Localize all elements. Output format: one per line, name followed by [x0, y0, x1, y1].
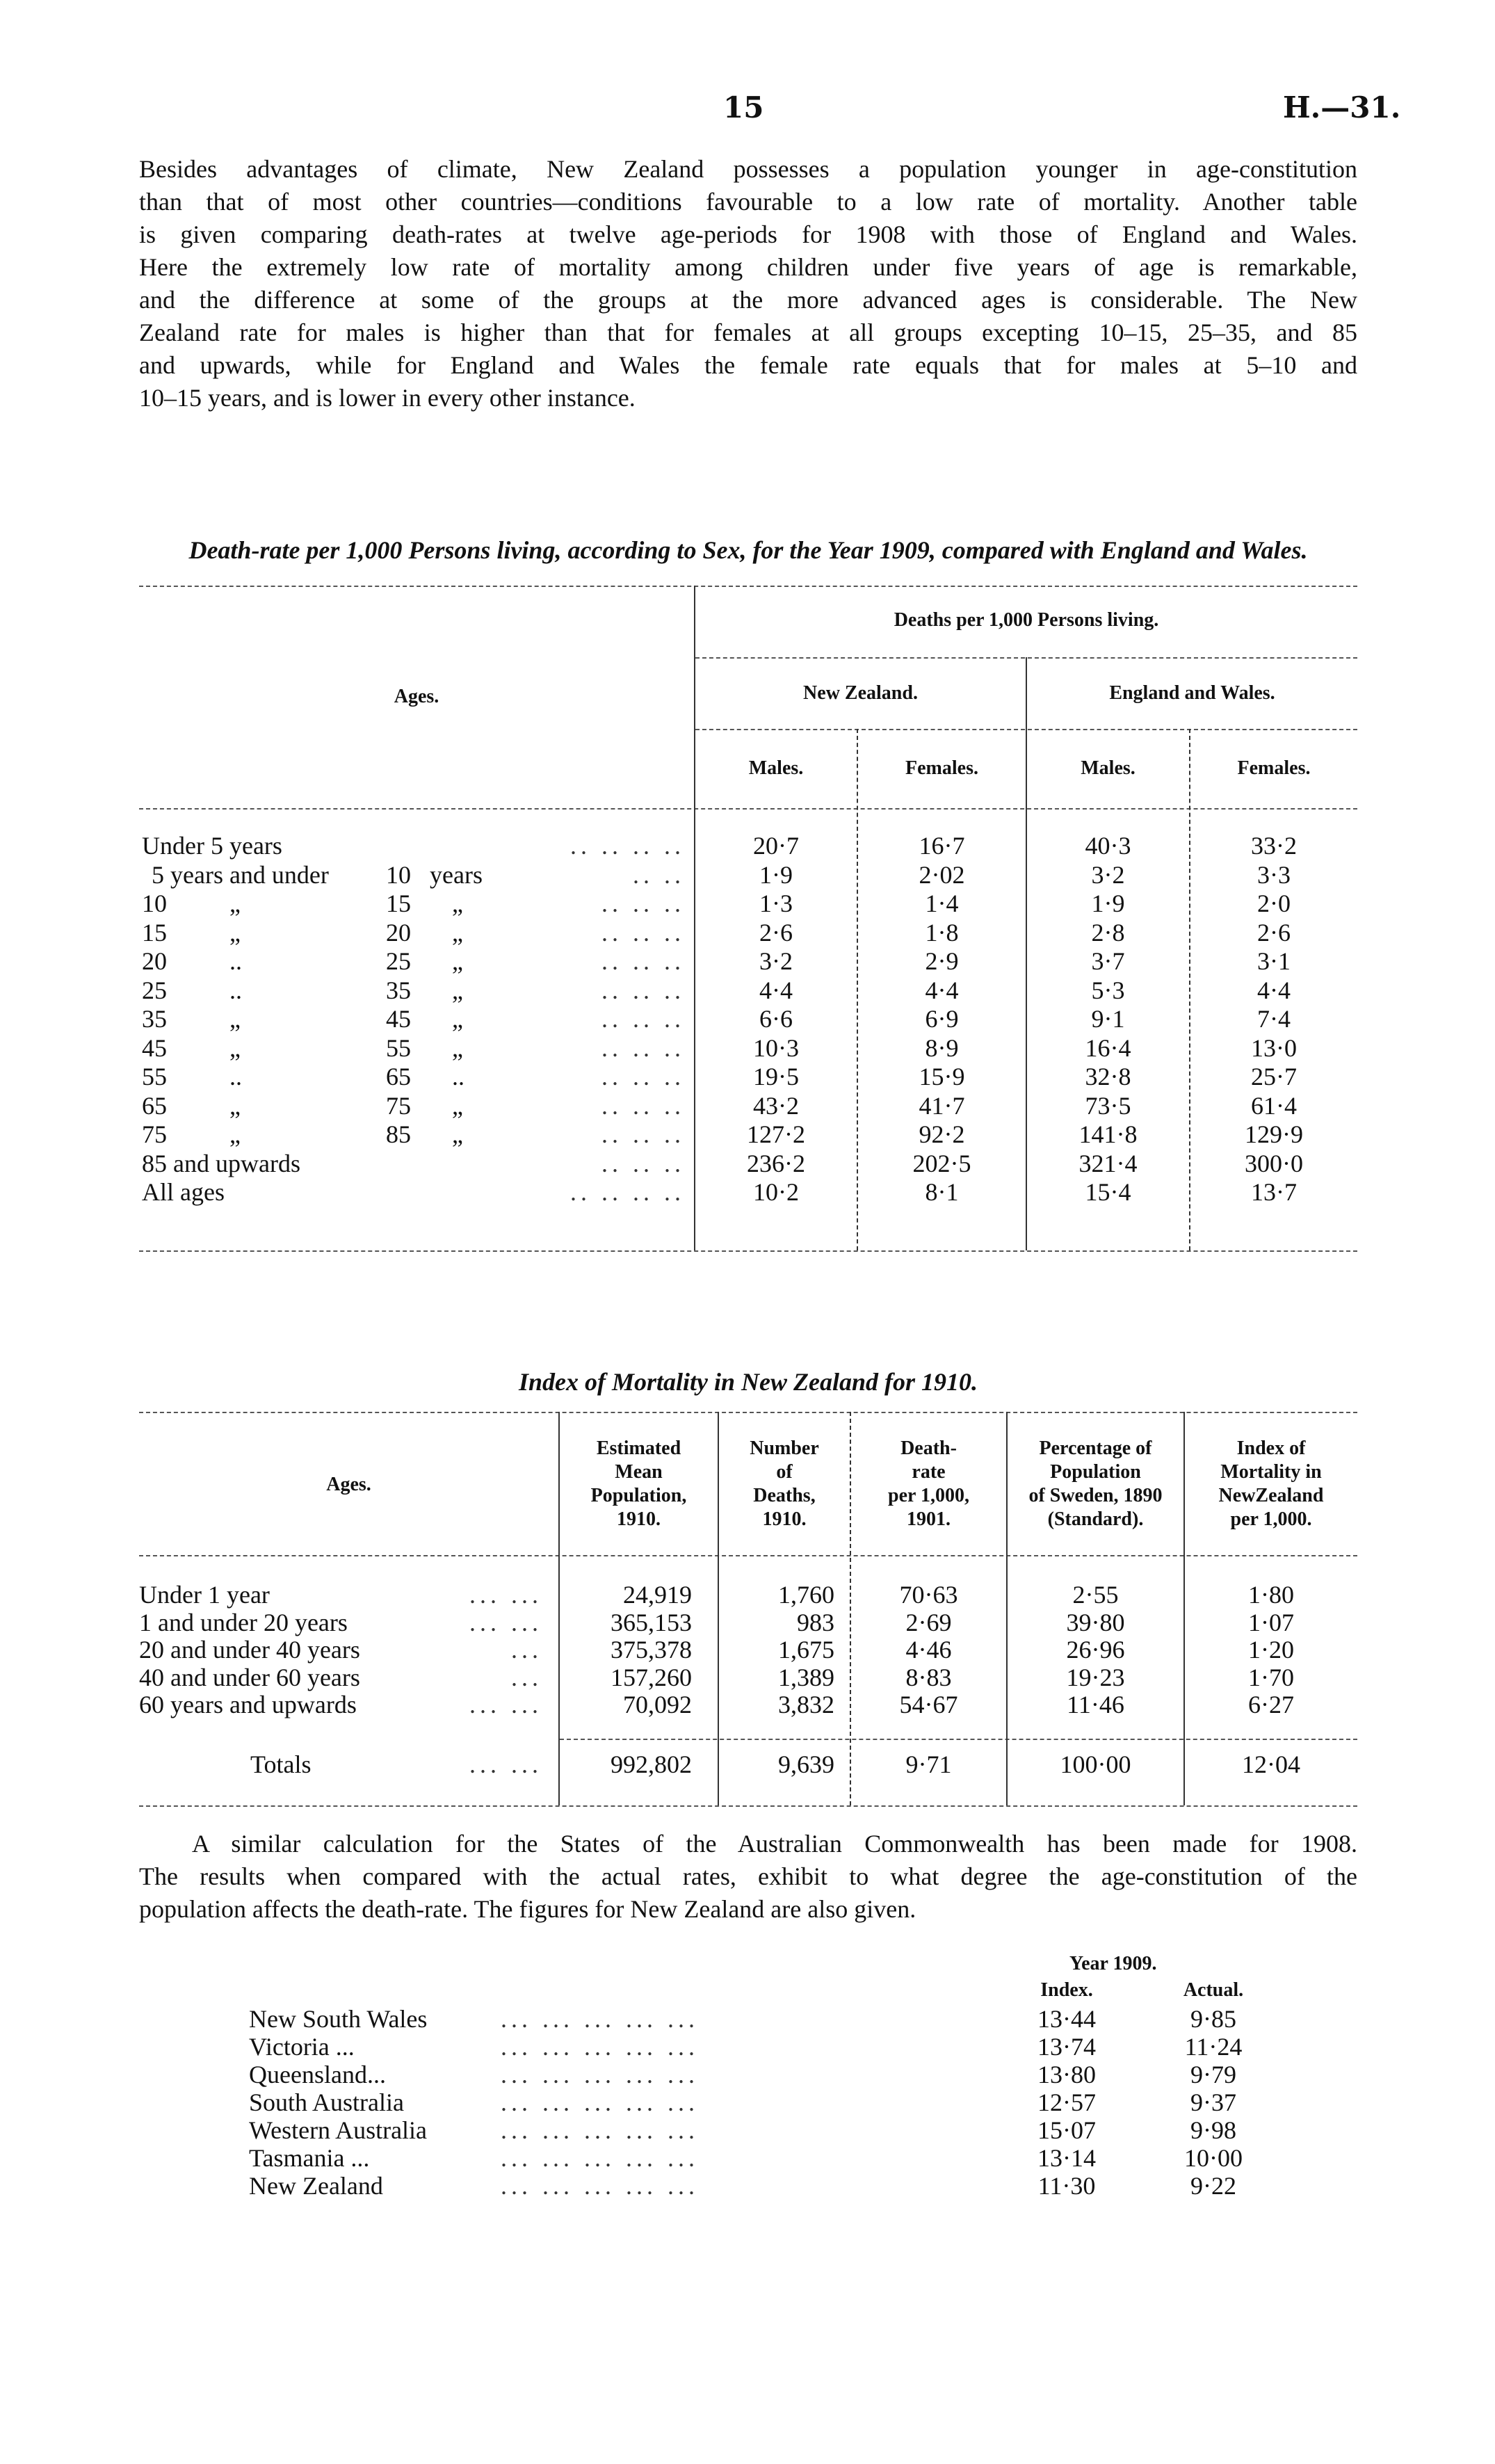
table-cell-value: 8·83 [905, 1664, 952, 1691]
table-cell-value: 40·3 [1085, 832, 1131, 860]
closing-line: population affects the death-rate. The figures for New Zealand are also given. [139, 1895, 916, 1923]
table2-header-line: 1901. [907, 1508, 951, 1530]
state-name: Tasmania ... [249, 2144, 370, 2172]
table-cell-value: 2·0 [1257, 889, 1291, 917]
table-row [0, 1690, 1495, 1718]
leader-dots: ... ... ... ... ... [501, 2144, 699, 2172]
leader-dots: ... ... ... ... ... [501, 2116, 699, 2144]
table-cell-value: 300·0 [1245, 1150, 1303, 1177]
state-name: South Australia [249, 2088, 404, 2116]
table-row [0, 831, 1495, 860]
table-cell-value: 4·4 [759, 976, 793, 1004]
table-row [0, 947, 1495, 975]
table-cell-value: 13·0 [1251, 1034, 1297, 1062]
age-to: 75 [386, 1092, 411, 1120]
leader-dots: ... [511, 1664, 542, 1691]
age-label: Under 1 year [139, 1581, 270, 1609]
table-cell-value: 9,639 [778, 1750, 834, 1778]
table-cell-value: 4·46 [905, 1636, 952, 1664]
leader-dots: .. .. [633, 861, 685, 889]
table-cell-value: 25·7 [1251, 1063, 1297, 1090]
table-cell-value: 54·67 [899, 1691, 958, 1718]
table-cell-value: 41·7 [919, 1092, 965, 1120]
age-to: 35 [386, 976, 411, 1004]
table-cell-value: 3·3 [1257, 861, 1291, 889]
table-cell-value: 2·55 [1072, 1581, 1119, 1609]
age-ditto: „ [229, 1092, 241, 1120]
table2-totals-rule [560, 1739, 1357, 1740]
table-cell-value: 5·3 [1091, 976, 1125, 1004]
table-cell-value: 375,378 [611, 1636, 692, 1664]
table-row [0, 1580, 1495, 1609]
table-cell-value: 129·9 [1245, 1120, 1303, 1148]
age-ditto: „ [229, 1034, 241, 1062]
table-cell-value: 1·3 [759, 889, 793, 917]
table-cell-value: 157,260 [611, 1664, 692, 1691]
age-ditto: „ [229, 919, 241, 947]
table-cell-value: 1·8 [925, 919, 959, 947]
age-from: 20 [142, 947, 167, 975]
index-value: 13·14 [1037, 2144, 1096, 2172]
intro-line: Besides advantages of climate, New Zealand possesses a population younger in age-constitution [139, 155, 1357, 183]
table2-col-header [719, 1437, 850, 1531]
table-cell-value: 992,802 [611, 1750, 692, 1778]
table-cell-value: 9·71 [905, 1750, 952, 1778]
table-cell-value: 1·4 [925, 889, 959, 917]
index-value: 12·57 [1037, 2088, 1096, 2116]
table-row [0, 1004, 1495, 1033]
table-cell-value: 983 [797, 1609, 834, 1636]
table-cell-value: 3·1 [1257, 947, 1291, 975]
table1-caption: Death-rate per 1,000 Persons living, according to Sex, for the Year 1909, compared with England and Wales. [188, 536, 1308, 564]
table2-header-line: Estimated [596, 1438, 681, 1459]
intro-line: Here the extremely low rate of mortality among children under five years of age is remarkable, [139, 253, 1357, 281]
leader-dots: .. .. .. [601, 1120, 685, 1148]
table-row [0, 2032, 1495, 2061]
actual-value: 10·00 [1184, 2144, 1243, 2172]
intro-line: 10–15 years, and is lower in every other instance. [139, 384, 636, 412]
table3-index-header: Index. [1040, 1979, 1093, 2001]
table2-header-line: Deaths, [753, 1485, 816, 1506]
table2-header-line: Death- [900, 1438, 957, 1459]
table-cell-value: 127·2 [747, 1120, 805, 1148]
table-cell-value: 24,919 [623, 1581, 692, 1609]
leader-dots: .. .. .. [601, 919, 685, 947]
leader-dots: ... ... ... ... ... [501, 2061, 699, 2088]
leader-dots: ... ... [469, 1609, 542, 1636]
age-ditto: „ [452, 947, 463, 975]
table-cell-value: 1·70 [1248, 1664, 1294, 1691]
closing-line: The results when compared with the actual rates, exhibit to what degree the age-constitution of the [139, 1862, 1357, 1890]
leader-dots: ... ... [469, 1581, 542, 1609]
table2-header-line: Mortality in [1220, 1461, 1322, 1483]
intro-line: and the difference at some of the groups at the more advanced ages is considerable. The New [139, 286, 1357, 314]
table-cell-value: 1,389 [778, 1664, 834, 1691]
table1-super-header: Deaths per 1,000 Persons living. [894, 609, 1159, 631]
table-cell-value: 3·2 [759, 947, 793, 975]
table-row [0, 1120, 1495, 1148]
table-cell-value: 8·1 [925, 1178, 959, 1206]
table-row [0, 2004, 1495, 2033]
age-from: 65 [142, 1092, 167, 1120]
table-cell-value: 2·9 [925, 947, 959, 975]
leader-dots: ... ... ... ... ... [501, 2005, 699, 2033]
age-from: 35 [142, 1005, 167, 1033]
intro-line: and upwards, while for England and Wales the female rate equals that for males at 5–10 and [139, 351, 1357, 379]
index-value: 13·44 [1037, 2005, 1096, 2033]
index-value: 15·07 [1037, 2116, 1096, 2144]
table-cell-value: 92·2 [919, 1120, 965, 1148]
age-to: 20 [386, 919, 411, 947]
leader-dots: .. .. .. [601, 976, 685, 1004]
intro-line: Zealand rate for males is higher than that for females at all groups excepting 10–15, 25–35, and 85 [139, 319, 1357, 346]
leader-dots: ... ... [469, 1691, 542, 1718]
age-to: 45 [386, 1005, 411, 1033]
leader-dots: .. .. .. [601, 1092, 685, 1120]
table-cell-value: 3·2 [1091, 861, 1125, 889]
table1-nz-header: New Zealand. [803, 682, 918, 704]
actual-value: 9·22 [1190, 2172, 1236, 2200]
table-cell-value: 10·3 [753, 1034, 799, 1062]
age-ditto: „ [229, 1120, 241, 1148]
leader-dots: .. .. .. [601, 947, 685, 975]
table-cell-value: 26·96 [1066, 1636, 1125, 1664]
age-unit: years [430, 861, 483, 889]
table-cell-value: 7·4 [1257, 1005, 1291, 1033]
leader-dots: ... [511, 1636, 542, 1664]
table2-header-line: Ages. [326, 1474, 371, 1495]
leader-dots: ... ... ... ... ... [501, 2088, 699, 2116]
age-to: 15 [386, 889, 411, 917]
table2-header-line: (Standard). [1047, 1508, 1144, 1530]
table-row [0, 889, 1495, 917]
table-cell-value: 39·80 [1066, 1609, 1125, 1636]
table-cell-value: 1·9 [1091, 889, 1125, 917]
table-cell-value: 32·8 [1085, 1063, 1131, 1090]
table2-header-line: of Sweden, 1890 [1028, 1485, 1163, 1506]
table2-col-header [851, 1437, 1006, 1531]
table3-year-header: Year 1909. [1069, 1953, 1157, 1974]
table2-col-header [1185, 1437, 1357, 1531]
age-from: 75 [142, 1120, 167, 1148]
age-ditto: „ [229, 889, 241, 917]
table2-header-line: Index of [1236, 1438, 1306, 1459]
age-ditto: „ [452, 976, 463, 1004]
table-cell-value: 4·4 [925, 976, 959, 1004]
age-to: 55 [386, 1034, 411, 1062]
actual-value: 11·24 [1184, 2033, 1243, 2061]
table2-caption: Index of Mortality in New Zealand for 1910. [518, 1368, 978, 1396]
leader-dots: .. .. .. [601, 1034, 685, 1062]
closing-line: A similar calculation for the States of the Australian Commonwealth has been made for 1908. [192, 1830, 1357, 1858]
age-to: 65 [386, 1063, 411, 1090]
table-row [0, 2088, 1495, 2116]
table-cell-value: 70,092 [623, 1691, 692, 1718]
table-row [0, 2060, 1495, 2088]
table-cell-value: 2·6 [759, 919, 793, 947]
table-cell-value: 10·2 [753, 1178, 799, 1206]
leader-dots: .. .. .. .. [570, 832, 685, 860]
age-label: 60 years and upwards [139, 1691, 357, 1718]
age-label: 85 and upwards [142, 1150, 300, 1177]
table-cell-value: 1·07 [1248, 1609, 1294, 1636]
age-ditto: .. [452, 1063, 464, 1090]
table2-header-line: Percentage of [1039, 1438, 1152, 1459]
table-cell-value: 3·7 [1091, 947, 1125, 975]
table-row [0, 1091, 1495, 1120]
table2-col-header [139, 1473, 558, 1497]
age-ditto: „ [452, 1092, 463, 1120]
age-label: Under 5 years [142, 832, 282, 860]
table2-header-line: Population [1050, 1461, 1141, 1483]
intro-paragraph [139, 153, 1357, 414]
table-row [0, 2116, 1495, 2144]
table-cell-value: 8·9 [925, 1034, 959, 1062]
table-cell-value: 202·5 [912, 1150, 971, 1177]
leader-dots: .. .. .. [601, 1150, 685, 1177]
table-cell-value: 15·9 [919, 1063, 965, 1090]
table-cell-value: 100·00 [1060, 1750, 1131, 1778]
table2-header-line: per 1,000, [888, 1485, 969, 1506]
table-cell-value: 11·46 [1067, 1691, 1124, 1718]
table3-actual-header: Actual. [1183, 1979, 1244, 2001]
state-name: New South Wales [249, 2005, 428, 2033]
table-row [0, 860, 1495, 889]
table-cell-value: 1·80 [1248, 1581, 1294, 1609]
age-label: 40 and under 60 years [139, 1664, 360, 1691]
table-row [0, 1663, 1495, 1691]
table2-header-line: Population, [590, 1485, 687, 1506]
table2-top-rule [139, 1412, 1357, 1413]
table2-col-header [560, 1437, 718, 1531]
closing-paragraph [139, 1828, 1357, 1926]
table-cell-value: 3,832 [778, 1691, 834, 1718]
table-row [0, 976, 1495, 1004]
table1-col-header: Males. [748, 757, 804, 779]
table-cell-value: 15·4 [1085, 1178, 1131, 1206]
state-name: Queensland... [249, 2061, 386, 2088]
document-reference: H.—31. [1283, 90, 1401, 124]
age-ditto: .. [229, 947, 242, 975]
table1-col-header: Females. [1237, 757, 1311, 779]
age-ditto: „ [452, 1120, 463, 1148]
table-cell-value: 20·7 [753, 832, 799, 860]
age-ditto: „ [452, 1005, 463, 1033]
actual-value: 9·85 [1190, 2005, 1236, 2033]
table1-bottom-rule [139, 1250, 1357, 1252]
totals-row [0, 1750, 1495, 1778]
index-value: 13·74 [1037, 2033, 1096, 2061]
table-row [0, 1033, 1495, 1062]
table1-header-bottom-rule [139, 808, 1357, 810]
table-cell-value: 236·2 [747, 1150, 805, 1177]
table-cell-value: 2·8 [1091, 919, 1125, 947]
actual-value: 9·79 [1190, 2061, 1236, 2088]
table2-header-line: per 1,000. [1230, 1508, 1312, 1530]
table-row [0, 1177, 1495, 1206]
leader-dots: .. .. .. [601, 1005, 685, 1033]
table-cell-value: 141·8 [1078, 1120, 1138, 1148]
age-label: 20 and under 40 years [139, 1636, 360, 1664]
age-ditto: „ [452, 919, 463, 947]
intro-line: than that of most other countries—conditions favourable to a low rate of mortality. Another table [139, 188, 1357, 216]
table-cell-value: 19·23 [1066, 1664, 1125, 1691]
table-cell-value: 16·7 [919, 832, 965, 860]
table2-header-line: 1910. [617, 1508, 661, 1530]
table-row [0, 1608, 1495, 1636]
table1-col-header: Males. [1081, 757, 1136, 779]
state-name: New Zealand [249, 2172, 383, 2200]
table2-header-bottom-rule [139, 1555, 1357, 1556]
table-cell-value: 2·6 [1257, 919, 1291, 947]
table-cell-value: 1,675 [778, 1636, 834, 1664]
state-name: Western Australia [249, 2116, 428, 2144]
age-label: Totals [250, 1750, 312, 1778]
table2-bottom-rule [139, 1805, 1357, 1807]
age-ditto: „ [452, 889, 463, 917]
table1-col-header: Females. [905, 757, 978, 779]
age-label: All ages [142, 1178, 225, 1206]
table-row [0, 2171, 1495, 2200]
table1-ew-header: England and Wales. [1109, 682, 1275, 704]
table-cell-value: 33·2 [1251, 832, 1297, 860]
table-cell-value: 321·4 [1078, 1150, 1138, 1177]
age-from: 10 [142, 889, 167, 917]
table2-header-line: of [776, 1461, 793, 1483]
table2-header-line: Number [750, 1438, 819, 1459]
table2-header-line: rate [912, 1461, 946, 1483]
table-cell-value: 6·9 [925, 1005, 959, 1033]
age-ditto: „ [229, 1005, 241, 1033]
table-cell-value: 12·04 [1242, 1750, 1300, 1778]
table-cell-value: 365,153 [611, 1609, 692, 1636]
table1-ages-header: Ages. [394, 686, 439, 707]
table2-header-line: 1910. [762, 1508, 807, 1530]
age-to: 25 [386, 947, 411, 975]
leader-dots: ... ... [469, 1750, 542, 1778]
index-value: 11·30 [1037, 2172, 1096, 2200]
leader-dots: .. .. .. [601, 889, 685, 917]
leader-dots: .. .. .. .. [570, 1178, 685, 1206]
table-cell-value: 6·27 [1248, 1691, 1294, 1718]
table-cell-value: 1,760 [778, 1581, 834, 1609]
actual-value: 9·98 [1190, 2116, 1236, 2144]
table2-header-line: NewZealand [1218, 1485, 1324, 1506]
age-to: 10 [386, 861, 411, 889]
table-cell-value: 4·4 [1257, 976, 1291, 1004]
table-cell-value: 16·4 [1085, 1034, 1131, 1062]
table-cell-value: 61·4 [1251, 1092, 1297, 1120]
state-name: Victoria ... [249, 2033, 355, 2061]
table-cell-value: 43·2 [753, 1092, 799, 1120]
age-ditto: .. [229, 1063, 242, 1090]
table-cell-value: 70·63 [899, 1581, 958, 1609]
table-cell-value: 19·5 [753, 1063, 799, 1090]
intro-line: is given comparing death-rates at twelve age-periods for 1908 with those of England and Wales. [139, 220, 1357, 248]
table-cell-value: 73·5 [1085, 1092, 1131, 1120]
age-from: 25 [142, 976, 167, 1004]
index-value: 13·80 [1037, 2061, 1096, 2088]
table-cell-value: 6·6 [759, 1005, 793, 1033]
table-cell-value: 1·20 [1248, 1636, 1294, 1664]
page-number: 15 [723, 90, 764, 124]
age-ditto: „ [452, 1034, 463, 1062]
age-label: 1 and under 20 years [139, 1609, 348, 1636]
age-from: 45 [142, 1034, 167, 1062]
table-cell-value: 9·1 [1091, 1005, 1125, 1033]
table-row [0, 2143, 1495, 2172]
table-cell-value: 2·02 [919, 861, 965, 889]
table-cell-value: 1·9 [759, 861, 793, 889]
age-label: 5 years and under [152, 861, 329, 889]
table-row [0, 918, 1495, 947]
table-row [0, 1149, 1495, 1177]
table1-top-rule [139, 586, 1357, 587]
table-row [0, 1635, 1495, 1664]
table-cell-value: 13·7 [1251, 1178, 1297, 1206]
table2-col-header [1008, 1437, 1183, 1531]
age-to: 85 [386, 1120, 411, 1148]
leader-dots: .. .. .. [601, 1063, 685, 1090]
table-row [0, 1062, 1495, 1090]
age-from: 55 [142, 1063, 167, 1090]
leader-dots: ... ... ... ... ... [501, 2172, 699, 2200]
leader-dots: ... ... ... ... ... [501, 2033, 699, 2061]
table-cell-value: 2·69 [905, 1609, 952, 1636]
table2-header-line: Mean [615, 1461, 663, 1483]
age-from: 15 [142, 919, 167, 947]
age-ditto: .. [229, 976, 242, 1004]
actual-value: 9·37 [1190, 2088, 1236, 2116]
